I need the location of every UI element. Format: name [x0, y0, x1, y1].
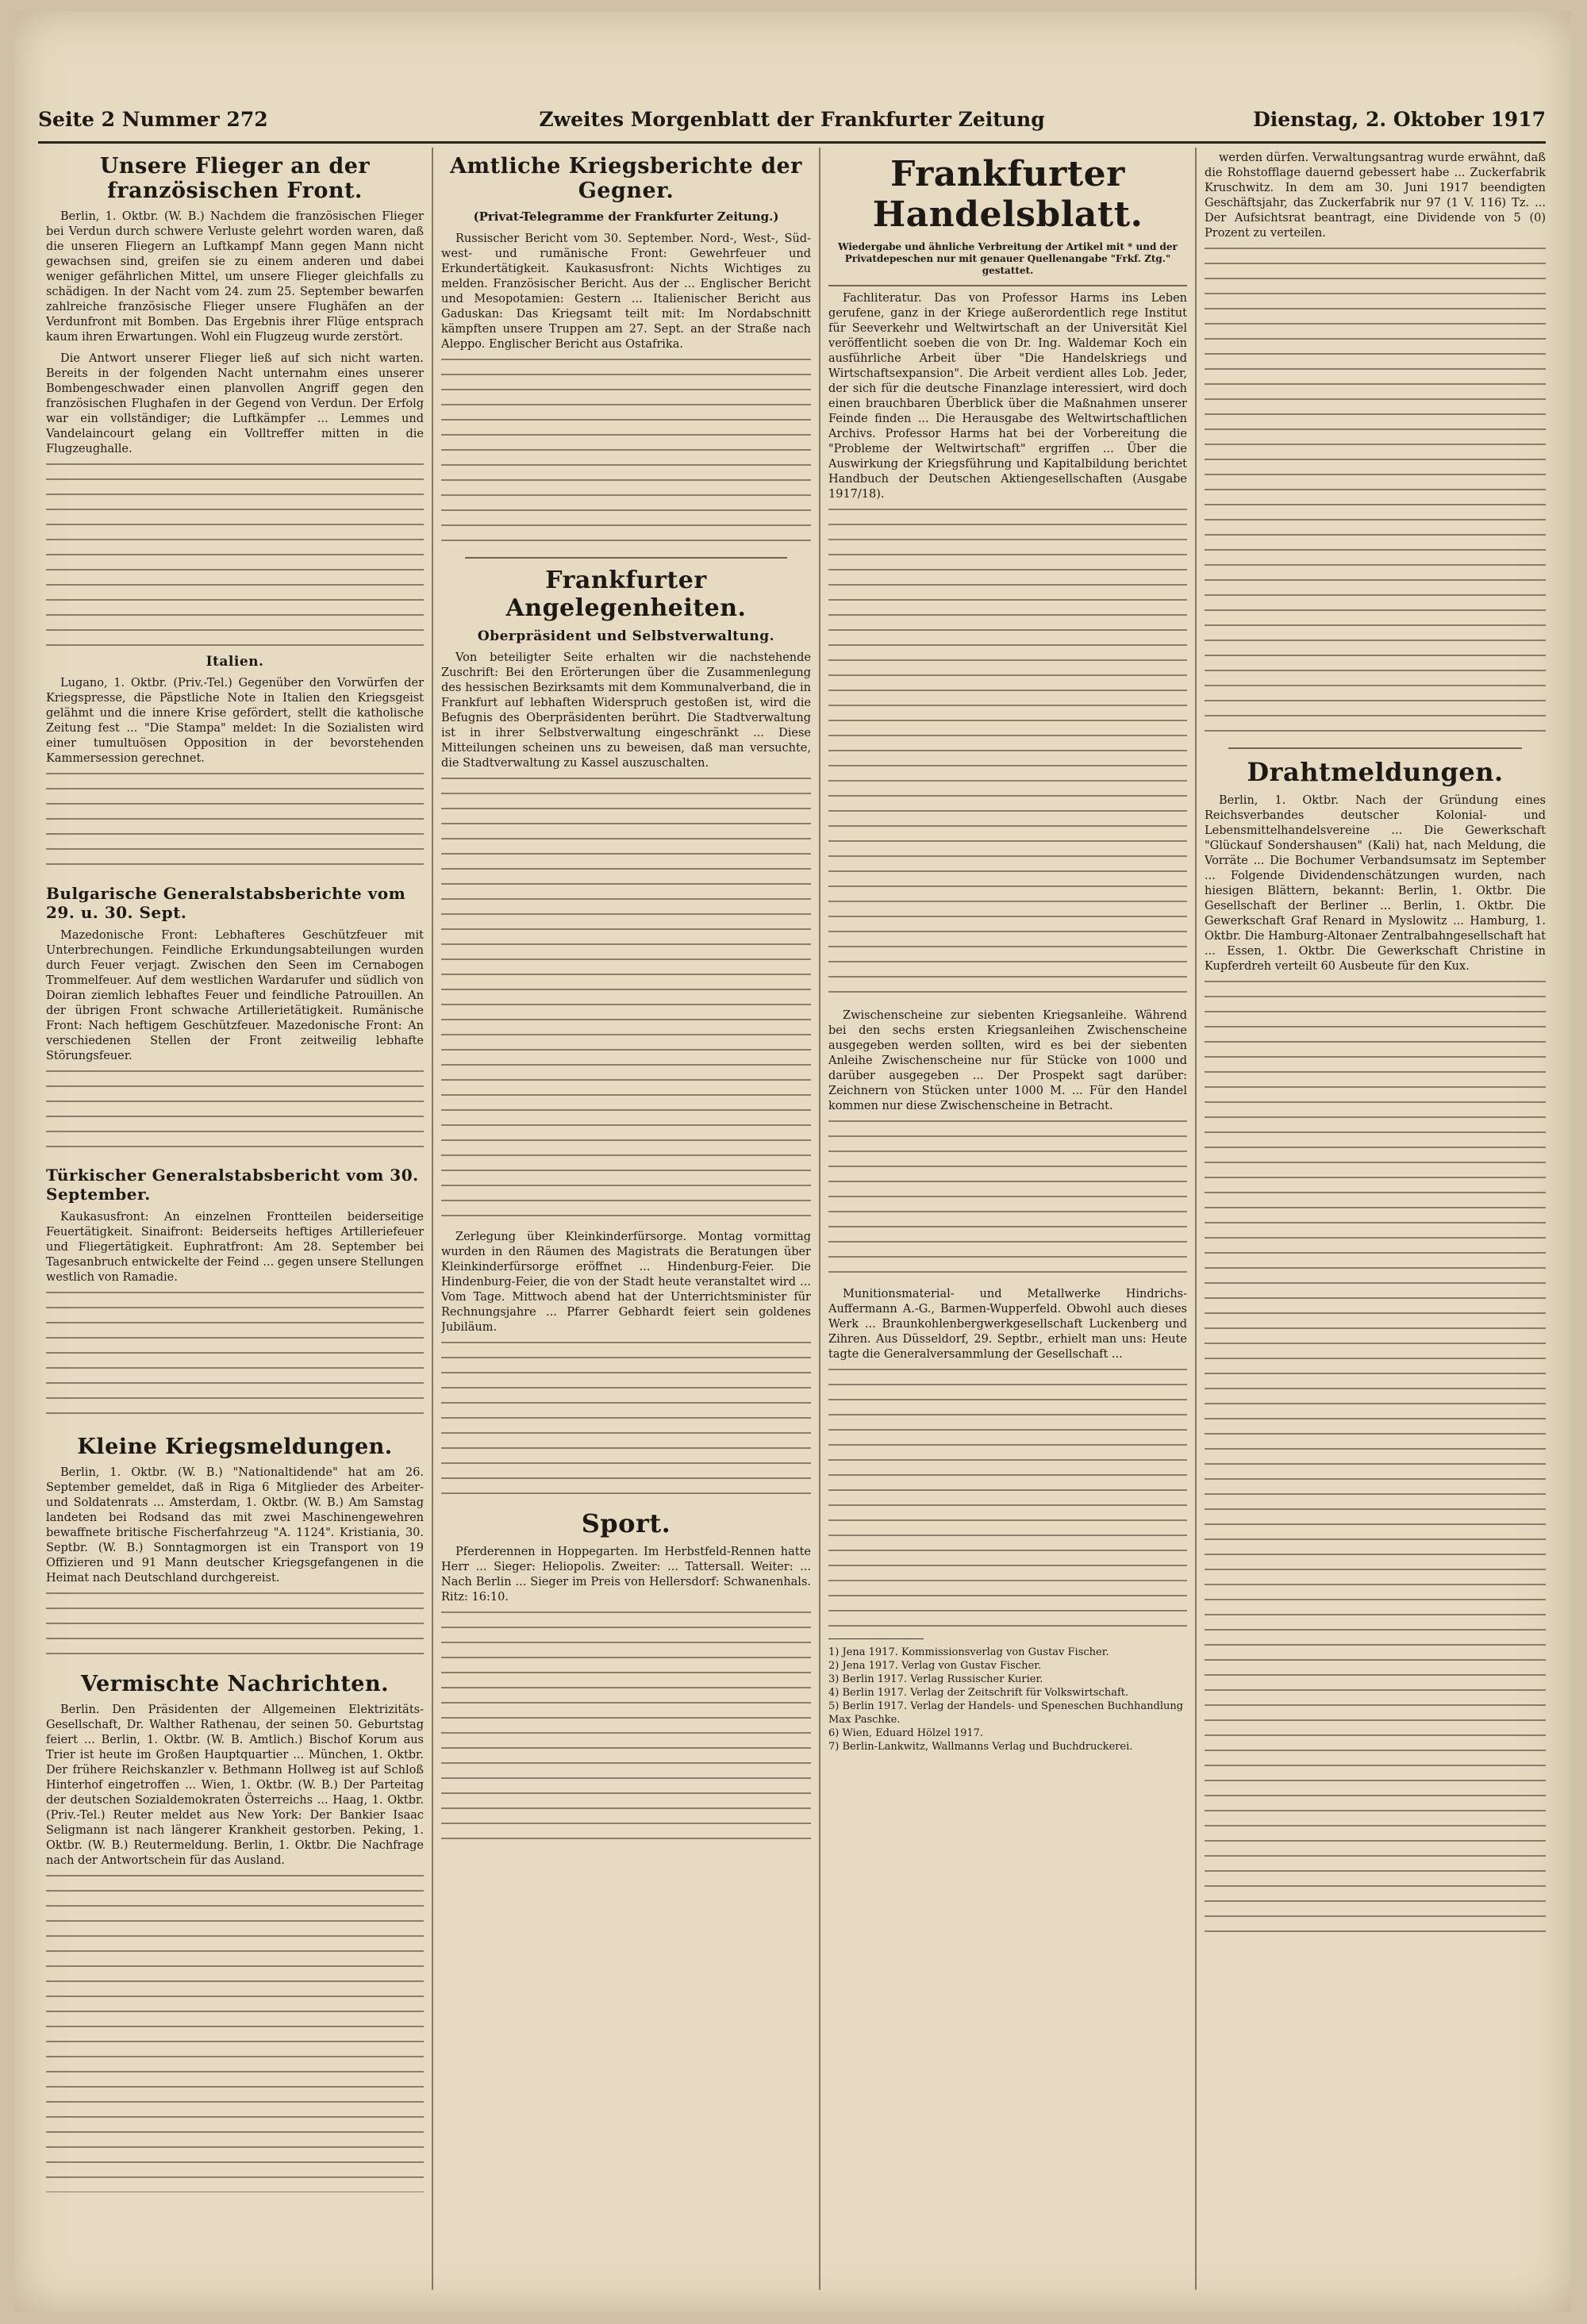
article-text: Berlin, 1. Oktbr. (W. B.) Nachdem die französischen Flieger bei Verdun durch schwere Verluste gelehrt worden waren, daß die unseren Fliegern an Luftkampf Mann gegen Mann nicht gewachsen sind, greifen sie zu einem anderen und dabei weniger gefährlichen Mittel, um unsere Flieger gleichfalls zu schädigen. In der Nacht vom 24. zum 25. September bewarfen zahlreiche französische Flieger unsere Flughäfen an der Verdunfront mit Bomben. Das Ergebnis ihrer Flüge entsprach kaum ihren Erwartungen. Wohl ein Flugzeug wurde zerstört.	[46, 210, 424, 344]
footnote: 2) Jena 1917. Verlag von Gustav Fischer.	[828, 1660, 1042, 1672]
article-text: Von beteiligter Seite erhalten wir die nachstehende Zuschrift: Bei den Erörterungen über die Zusammenlegung des hessischen Bezirksamts mit dem Kommunalverband, die in Frankfurt auf lebhaften Widerspruch gestoßen ist, wird die Befugnis des Oberpräsidenten berührt. Die Stadtverwaltung ist in ihrer Selbstverwaltung eingeschränkt ... Diese Mitteilungen scheinen uns zu beweisen, daß man versuchte, die Stadtverwaltung zu Kassel auszuschalten.	[441, 651, 811, 770]
column-divider	[432, 148, 433, 2290]
headline-sport: Sport.	[581, 1508, 671, 1538]
masthead	[38, 105, 1546, 136]
footnote: 1) Jena 1917. Kommissionsverlag von Gustav Fischer.	[828, 1646, 1109, 1658]
footnote: 7) Berlin-Lankwitz, Wallmanns Verlag und Buchdruckerei.	[828, 1741, 1133, 1753]
article-text-lines	[46, 1070, 424, 1158]
subheadline-oberpraesident: Oberpräsident und Selbstverwaltung.	[477, 628, 775, 644]
headline-tuerkisch: Türkischer Generalstabsbericht vom 30. September.	[46, 1166, 419, 1204]
column-divider	[819, 148, 820, 2290]
footnote: 5) Berlin 1917. Verlag der Handels- und Speneschen Buchhandlung Max Paschke.	[828, 1700, 1184, 1726]
headline-flieger: Unsere Flieger an der französischen Front.	[99, 154, 371, 203]
article-text: Kaukasusfront: An einzelnen Frontteilen beiderseitige Feuertätigkeit. Sinaifront: Beiderseits heftiges Artilleriefeuer und Fliegertätigkeit. Euphratfront: Am 28. September bei Tagesanbruch entwickelte der Feind ... gegen unsere Stellungen westlich von Ramadie.	[46, 1211, 424, 1284]
article-text-lines	[828, 1120, 1187, 1279]
article-text-lines	[1205, 981, 1546, 1933]
article-text: Munitionsmaterial- und Metallwerke Hindrichs-Auffermann A.-G., Barmen-Wupperfeld. Obwohl auch dieses Werk ... Braunkohlenbergwerkgesellschaft Luckenberg und Zihren. Aus Düsseldorf, 29. Septbr., erhielt man uns: Heute tagte die Generalversammlung der Gesellschaft ...	[828, 1288, 1187, 1361]
section-divider	[465, 557, 787, 559]
footnote-rule	[828, 1638, 924, 1639]
article-text: Fachliteratur. Das von Professor Harms ins Leben gerufene, ganz in der Kriege außerordentlich rege Institut für Seeverkehr und Weltwirtschaft an der Universität Kiel veröffentlicht soeben die von Dr. Ing. Waldemar Koch ein ausführliche Arbeit über "Die Handelskriegs und Wirtschaftsexpansion". Die Arbeit verdient alles Lob. Jeder, der sich für die deutsche Finanzlage interessiert, wird doch einen brauchbaren Überblick über die Maßnahmen unserer Feinde finden ... Die Herausgabe des Weltwirtschaftlichen Archivs. Professor Harms hat bei der Vorbereitung die "Probleme der Weltwirtschaft" ergriffen ... Über die Auswirkung der Kriegsführung und Kapitalbildung berichtet Handbuch der Deutschen Aktiengesellschaften (Ausgabe 1917/18).	[828, 292, 1187, 501]
footnote: 6) Wien, Eduard Hölzel 1917.	[828, 1727, 984, 1739]
headline-handelsblatt: Frankfurter Handelsblatt.	[872, 154, 1143, 235]
subheading: (Privat-Telegramme der Frankfurter Zeitung.)	[473, 209, 779, 224]
issue-date: Dienstag, 2. Oktober 1917	[1253, 108, 1546, 131]
article-text-lines	[441, 359, 811, 549]
article-text: Lugano, 1. Oktbr. (Priv.-Tel.) Gegenüber den Vorwürfen der Kriegspresse, die Päpstliche Note in Italien den Kriegsgeist gelähmt und die innere Krise gefördert, stellt die katholische Zeitung fest ... "Die Stampa" meldet: In die Sozialisten wird einer tumultuösen Opposition in der bevorstehenden Kammersession gerechnet.	[46, 677, 424, 765]
article-text: Mazedonische Front: Lebhafteres Geschützfeuer mit Unterbrechungen. Feindliche Erkundungsabteilungen wurden durch Feuer verjagt. Zwischen den Seen im Cernabogen Trommelfeuer. Auf dem westlichen Wardarufer und südlich von Doiran ziemlich lebhaftes Feuer und feindliche Patrouillen. An der übrigen Front schwache Artillerietätigkeit. Rumänische Front: Nach heftigem Geschützfeuer. Mazedonische Front: An verschiedenen Stellen der Front zeitweilig lebhafte Störungsfeuer.	[46, 929, 424, 1062]
article-text-lines	[46, 773, 424, 876]
headline-kleine-kriegsmeldungen: Kleine Kriegsmeldungen.	[77, 1435, 393, 1459]
article-text-lines	[46, 1592, 424, 1664]
page-info: Seite 2 Nummer 272	[38, 108, 268, 131]
headline-angelegenheiten: Frankfurter Angelegenheiten.	[505, 567, 747, 622]
headline-vermischte: Vermischte Nachrichten.	[81, 1672, 389, 1696]
column-1	[46, 151, 424, 2285]
column-divider	[1195, 148, 1197, 2290]
article-text: Berlin, 1. Oktbr. Nach der Gründung eines Reichsverbandes deutscher Kolonial- und Lebensmittelhandelsvereine ... Die Gewerkschaft "Glückauf Sondershausen" (Kali) hat, nach Meldung, die Vorräte ... Die Bochumer Verbandsumsatz im September ... Folgende Dividendenschätzungen wurden, nach hiesigen Blättern, bekannt: Berlin, 1. Oktbr. Die Gesellschaft der Berliner ... Berlin, 1. Oktbr. Die Gewerkschaft Graf Renard in Myslowitz ... Hamburg, 1. Oktbr. Die Hamburg-Altonaer Zentralbahngesellschaft hat ... Essen, 1. Oktbr. Die Gewerkschaft Christine in Kupferdreh verteilt 60 Ausbeute für den Kux.	[1205, 794, 1546, 973]
reprint-notice: Wiedergabe und ähnliche Verbreitung der Artikel mit * und der Privatdepeschen nur mit genauer Quellenangabe "Frkf. Ztg." gestattet.	[838, 241, 1178, 276]
paper-title: Zweites Morgenblatt der Frankfurter Zeitung	[539, 108, 1045, 131]
article-text-lines	[828, 1369, 1187, 1631]
headline-bulgarisch: Bulgarische Generalstabsberichte vom 29. u. 30. Sept.	[46, 884, 406, 922]
article-text-lines	[46, 463, 424, 646]
headline-kriegsberichte: Amtliche Kriegsberichte der Gegner.	[450, 154, 802, 203]
article-text: Russischer Bericht vom 30. September. Nord-, West-, Süd-west- und rumänische Front: Gewehrfeuer und Erkundertätigkeit. Kaukasusfront: Nichts Wichtiges zu melden. Französischer Bericht. Aus der ... Englischer Bericht und Mesopotamien: Gestern ... Italienischer Bericht aus Gaduskan: Das Kriegsamt teilt mit: Im Nordabschnitt kämpften unsere Truppen am 27. Sept. an der Straße nach Aleppo. Englischer Bericht aus Ostafrika.	[441, 232, 811, 351]
headline-drahtmeldungen: Drahtmeldungen.	[1247, 757, 1504, 787]
article-text-lines	[46, 1875, 424, 2192]
section-divider	[828, 285, 1187, 286]
column-2	[441, 151, 811, 2285]
article-text: Berlin, 1. Oktbr. (W. B.) "Nationaltidende" hat am 26. September gemeldet, daß in Riga 6 Mitglieder des Arbeiter- und Soldatenrats ... Amsterdam, 1. Oktbr. (W. B.) Am Samstag landeten bei Rodsand das mit zwei Maschinengewehren bewaffnete britische Fischerfahrzeug "A. 1124". Kristiania, 30. Septbr. (W. B.) Sonntagmorgen ist ein Transport von 19 Offizieren und 91 Mann deutscher Kriegsgefangenen in die Heimat nach Deutschland durchgereist.	[46, 1466, 424, 1585]
column-4	[1205, 151, 1546, 2285]
column-3	[828, 151, 1187, 2285]
footnote: 4) Berlin 1917. Verlag der Zeitschrift für Volkswirtschaft.	[828, 1687, 1129, 1699]
article-text: werden dürfen. Verwaltungsantrag wurde erwähnt, daß die Rohstofflage dauernd gebessert habe ... Zuckerfabrik Kruschwitz. In dem am 30. Juni 1917 beendigten Geschäftsjahr, das Zuckerfabrik nur 97 (1 V. 116) Tz. ... Der Aufsichtsrat beantragt, eine Dividende von 5 (0) Prozent zu verteilen.	[1205, 152, 1546, 240]
article-text: Berlin. Den Präsidenten der Allgemeinen Elektrizitäts-Gesellschaft, Dr. Walther Rathenau, der seinen 50. Geburtstag feiert ... Berlin, 1. Oktbr. (W. B. Amtlich.) Bischof Korum aus Trier ist heute im Großen Hauptquartier ... München, 1. Oktbr. Der frühere Reichskanzler v. Bethmann Hollweg ist auf Schloß Hinterhof eingetroffen ... Wien, 1. Oktbr. (W. B.) Der Parteitag der deutschen Sozialdemokraten Österreichs ... Haag, 1. Oktbr. (Priv.-Tel.) Reuter meldet aus New York: Der Bankier Isaac Seligmann ist nach längerer Krankheit gestorben. Peking, 1. Oktbr. (W. B.) Reutermeldung. Berlin, 1. Oktbr. Die Nachfrage nach der Antwortschein für das Ausland.	[46, 1704, 424, 1867]
article-text-lines	[828, 509, 1187, 1001]
article-text: Zerlegung über Kleinkinderfürsorge. Montag vormittag wurden in den Räumen des Magistrats die Beratungen über Kleinkinderfürsorge eröffnet ... Hindenburg-Feier. Die Hindenburg-Feier, die von der Stadt heute veranstaltet wird ... Vom Tage. Mittwoch abend hat der Unterrichtsminister für Rechnungsjahre ... Pfarrer Gebhardt feiert sein goldenes Jubiläum.	[441, 1231, 811, 1334]
article-text-lines	[46, 1292, 424, 1427]
article-text-lines	[1205, 248, 1546, 739]
masthead-rule	[38, 141, 1546, 144]
article-text: Die Antwort unserer Flieger ließ auf sich nicht warten. Bereits in der folgenden Nacht unternahm eines unserer Bombengeschwader einen planvollen Angriff gegen den französischen Flughafen in der Gegend von Verdun. Der Erfolg war ein vollständiger; die Luftkämpfer ... Lemmes und Vandelaincourt gelang ein Volltreffer mitten in die Flugzeughalle.	[46, 352, 424, 455]
section-divider	[1228, 747, 1522, 749]
article-text-lines	[441, 778, 811, 1222]
article-text-lines	[441, 1342, 811, 1500]
footnote: 3) Berlin 1917. Verlag Russischer Kurier.	[828, 1673, 1043, 1685]
headline-italien: Italien.	[206, 654, 264, 670]
article-text-lines	[441, 1611, 811, 1850]
article-text: Zwischenscheine zur siebenten Kriegsanleihe. Während bei den sechs ersten Kriegsanleihen Zwischenscheine ausgegeben werden sollten, wird es bei der siebenten Anleihe Zwischenscheine nur für Stücke von 1000 und darüber ausgegeben ... Der Prospekt sagt darüber: Zeichnern von Stücken unter 1000 M. ... Für den Handel kommen nur diese Zwischenscheine in Betracht.	[828, 1009, 1187, 1112]
article-text: Pferderennen in Hoppegarten. Im Herbstfeld-Rennen hatte Herr ... Sieger: Heliopolis. Zweiter: ... Tattersall. Weiter: ... Nach Berlin ... Sieger im Preis von Hellersdorf: Schwanenhals. Ritz: 16:10.	[441, 1546, 811, 1604]
